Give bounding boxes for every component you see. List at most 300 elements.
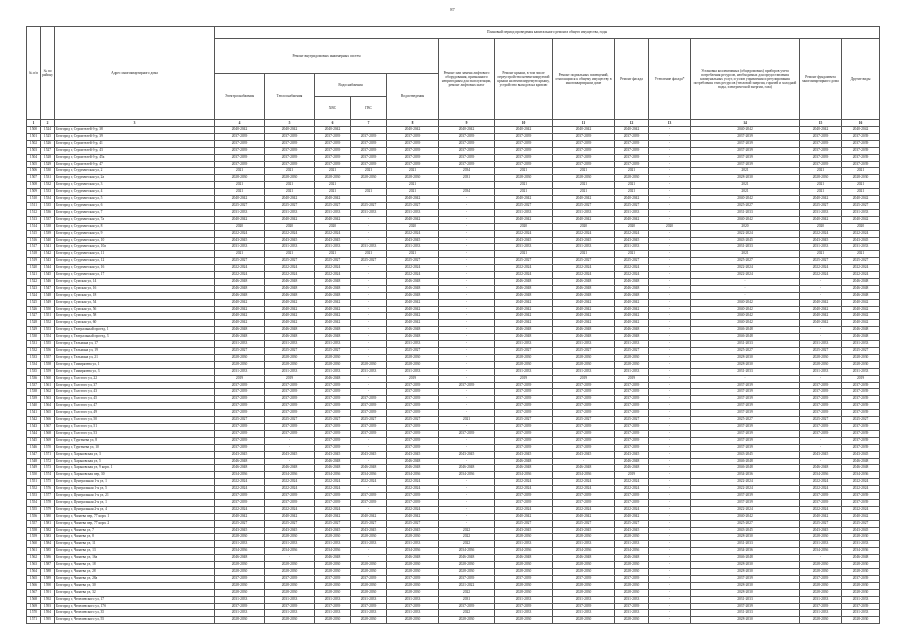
table-cell: 2025-2027	[842, 202, 880, 209]
table-cell: 2043-2045	[553, 527, 615, 534]
table-cell: 2046-2048	[495, 327, 553, 334]
table-cell: 2031-2033	[800, 209, 842, 216]
table-cell: 1506	[27, 168, 41, 175]
table-cell: 2037-2039	[615, 603, 649, 610]
table-cell: 2037-2039	[387, 410, 439, 417]
table-cell: 1527	[41, 147, 55, 154]
table-cell: 2037-2039	[691, 147, 800, 154]
table-cell: 2021	[842, 251, 880, 258]
table-cell: -	[439, 244, 495, 251]
table-cell: -	[351, 278, 387, 285]
table-cell: 1524	[27, 292, 41, 299]
table-row	[27, 278, 880, 285]
header-foundation-repair: Ремонт фундамента многоквартирного дома	[800, 39, 842, 120]
table-cell: 2037-2039	[265, 161, 315, 168]
table-cell: 2021	[553, 251, 615, 258]
table-cell: 1544	[41, 265, 55, 272]
table-cell: 1554	[41, 334, 55, 341]
table-cell: 2037-2039	[553, 493, 615, 500]
table-cell: 2040-2042	[495, 306, 553, 313]
table-cell: 2028-2030	[265, 175, 315, 182]
table-cell: -	[649, 493, 691, 500]
table-cell: 2043-2045	[265, 237, 315, 244]
table-cell: 2022-2024	[495, 265, 553, 272]
table-cell: -	[649, 548, 691, 555]
table-cell: 2037-2039	[800, 410, 842, 417]
table-cell: 2031-2033	[495, 341, 553, 348]
header-basement: Ремонт подвальных помещений, относящихся к общему имуществу в многоквартирном доме	[553, 39, 615, 120]
table-cell: 2043-2045	[691, 451, 800, 458]
address-cell: Белгород г, Театральный проезд, 1	[55, 327, 215, 334]
table-cell: -	[351, 230, 387, 237]
table-cell: 2037-2039	[495, 603, 553, 610]
table-cell: 2020	[800, 223, 842, 230]
table-row	[27, 382, 880, 389]
column-number: 1	[27, 120, 41, 127]
table-cell: -	[351, 382, 387, 389]
table-cell: 1535	[41, 202, 55, 209]
table-cell: 2028-2030	[553, 582, 615, 589]
table-cell: 2022-2024	[691, 272, 800, 279]
table-cell: 2021	[387, 182, 439, 189]
table-cell: 2037-2039	[315, 154, 351, 161]
table-cell: 2034-2036	[315, 548, 351, 555]
table-cell: 2031-2033	[800, 596, 842, 603]
column-number: 5	[265, 120, 315, 127]
address-cell: Белгород г, Чапаева ул, 28	[55, 569, 215, 576]
table-cell: -	[649, 196, 691, 203]
table-cell: 2037-2039	[615, 147, 649, 154]
table-cell: 2031-2033	[495, 244, 553, 251]
table-cell: 2040-2042	[265, 196, 315, 203]
table-cell: 2025-2027	[495, 520, 553, 527]
table-cell: 2022-2024	[842, 479, 880, 486]
table-cell: 2037-2039	[351, 410, 387, 417]
table-cell: 2040-2042	[315, 513, 351, 520]
table-cell: 2021	[215, 189, 265, 196]
table-cell: 2043-2045	[265, 451, 315, 458]
table-cell: 1561	[27, 548, 41, 555]
table-cell: 2028-2030	[315, 361, 351, 368]
table-cell: 2021	[553, 182, 615, 189]
table-cell: 2037-2039	[615, 389, 649, 396]
table-cell: 2028-2030	[387, 175, 439, 182]
table-cell: -	[649, 610, 691, 617]
address-cell: Белгород г, Студенческая ул, 5	[55, 196, 215, 203]
table-cell: 2043-2045	[842, 527, 880, 534]
table-cell: 2028-2030	[691, 582, 800, 589]
table-cell: 2040-2042	[842, 313, 880, 320]
table-cell: 2028-2030	[842, 589, 880, 596]
table-cell: 2046-2048	[265, 327, 315, 334]
table-cell: 1532	[41, 182, 55, 189]
table-cell: -	[351, 292, 387, 299]
table-cell: -	[800, 278, 842, 285]
table-cell: 2022-2024	[315, 506, 351, 513]
table-cell: 2022-2024	[800, 272, 842, 279]
table-cell: 1562	[27, 555, 41, 562]
table-cell: -	[439, 396, 495, 403]
table-cell: -	[351, 354, 387, 361]
table-cell: 2040-2042	[800, 513, 842, 520]
table-cell: 2037-2039	[691, 154, 800, 161]
table-cell: 2037-2039	[615, 140, 649, 147]
table-cell: -	[649, 292, 691, 299]
table-cell: 2028-2030	[842, 175, 880, 182]
table-cell: 2040-2042	[215, 513, 265, 520]
table-cell: 1564	[41, 403, 55, 410]
table-cell: 2028-2030	[351, 562, 387, 569]
table-cell: 2043-2045	[800, 237, 842, 244]
header-water-label: Водоснабжения	[315, 74, 386, 97]
table-cell: 1513	[27, 216, 41, 223]
table-cell: 2031-2033	[691, 209, 800, 216]
table-cell: 2040-2042	[315, 320, 351, 327]
table-cell: -	[649, 230, 691, 237]
table-cell: 2046-2048	[265, 465, 315, 472]
table-cell: 2037-2039	[315, 147, 351, 154]
table-cell: 2043-2045	[215, 451, 265, 458]
table-cell: -	[439, 202, 495, 209]
table-cell: 2021	[553, 168, 615, 175]
table-cell: -	[649, 147, 691, 154]
table-cell: -	[649, 285, 691, 292]
table-cell: 2037-2039	[315, 140, 351, 147]
table-cell: 2031-2033	[315, 341, 351, 348]
table-cell: 2028-2030	[215, 175, 265, 182]
table-cell: -	[649, 154, 691, 161]
address-cell: Белгород г, Харьковская ул, 9 корп. 1	[55, 465, 215, 472]
table-row	[27, 617, 880, 624]
table-cell: 1523	[27, 285, 41, 292]
address-cell: Белгород г, Студенческая ул, 6	[55, 202, 215, 209]
table-cell: 2037-2039	[842, 430, 880, 437]
table-cell: 2037-2039	[265, 133, 315, 140]
table-cell: 2037-2039	[351, 154, 387, 161]
address-cell: Белгород г, Толстого ул, 43	[55, 389, 215, 396]
table-cell: 1552	[41, 320, 55, 327]
table-cell: 2037-2039	[800, 147, 842, 154]
table-cell: -	[649, 140, 691, 147]
table-cell: 2043-2045	[315, 451, 351, 458]
table-cell: 2046-2048	[215, 465, 265, 472]
table-cell: 2037-2039	[800, 423, 842, 430]
table-cell: 2022-2024	[800, 479, 842, 486]
table-cell: 2037-2039	[553, 161, 615, 168]
table-cell: 2025-2027	[315, 520, 351, 527]
table-cell: 2037-2039	[495, 444, 553, 451]
table-cell: -	[439, 354, 495, 361]
table-cell: -	[649, 202, 691, 209]
table-cell: 2022-2024	[615, 479, 649, 486]
table-cell: -	[439, 327, 495, 334]
table-cell: 2031-2033	[553, 244, 615, 251]
table-cell: 2046-2048	[439, 465, 495, 472]
table-cell: -	[649, 486, 691, 493]
address-cell: Белгород г, Студенческая ул, 2а	[55, 175, 215, 182]
table-cell: 2040-2042	[265, 513, 315, 520]
table-cell: 2046-2048	[842, 285, 880, 292]
table-cell: 2040-2042	[265, 299, 315, 306]
table-cell: 2046-2048	[387, 458, 439, 465]
table-row	[27, 147, 880, 154]
table-row	[27, 313, 880, 320]
table-cell: -	[800, 292, 842, 299]
table-cell: 2040-2042	[615, 196, 649, 203]
table-cell: -	[649, 472, 691, 479]
table-cell: 2037-2039	[842, 161, 880, 168]
table-cell: -	[649, 499, 691, 506]
table-cell: 2025-2027	[387, 348, 439, 355]
table-cell: -	[439, 341, 495, 348]
table-cell: 2022-2024	[387, 486, 439, 493]
column-number: 9	[439, 120, 495, 127]
table-cell: 2022-2024	[691, 230, 800, 237]
table-cell: 2037-2039	[553, 396, 615, 403]
table-cell: 1560	[41, 375, 55, 382]
table-cell: 2037-2039	[615, 403, 649, 410]
table-row	[27, 548, 880, 555]
table-cell: 2034-2036	[495, 472, 553, 479]
table-cell: 2028-2030	[842, 534, 880, 541]
table-cell: 2028-2030	[387, 569, 439, 576]
table-cell: 2040-2042	[265, 313, 315, 320]
table-cell: 2037-2039	[691, 161, 800, 168]
table-cell: -	[649, 403, 691, 410]
table-cell: 2046-2048	[553, 278, 615, 285]
table-cell: 1528	[41, 154, 55, 161]
table-cell: 1549	[27, 465, 41, 472]
table-row	[27, 555, 880, 562]
table-cell: 2021	[215, 251, 265, 258]
table-cell: 2040-2042	[842, 196, 880, 203]
table-cell: 2040-2042	[553, 127, 615, 134]
table-cell: 2040-2042	[495, 320, 553, 327]
table-cell: 2028-2030	[842, 569, 880, 576]
table-cell: -	[439, 499, 495, 506]
table-cell: 2037-2039	[315, 575, 351, 582]
table-cell: 2031-2033	[215, 596, 265, 603]
address-cell: Белгород г, Сумская ул, 56	[55, 306, 215, 313]
table-cell: 1551	[27, 479, 41, 486]
address-cell: Белгород г, Чапаева ул, 8	[55, 534, 215, 541]
table-cell: 2046-2048	[691, 327, 800, 334]
table-cell: 1519	[27, 258, 41, 265]
table-cell: -	[439, 223, 495, 230]
table-cell: -	[439, 444, 495, 451]
table-cell: 2037-2039	[351, 140, 387, 147]
table-cell: 2037-2039	[265, 430, 315, 437]
table-cell: 2028-2030	[691, 617, 800, 624]
table-cell: 2034-2036	[842, 472, 880, 479]
table-cell: 1546	[41, 278, 55, 285]
table-cell: -	[351, 334, 387, 341]
table-cell: 2021	[842, 168, 880, 175]
table-cell	[351, 196, 387, 203]
table-row	[27, 437, 880, 444]
table-cell: 2037-2039	[439, 575, 495, 582]
table-cell: -	[649, 299, 691, 306]
table-cell: 2037-2039	[553, 147, 615, 154]
table-cell: 1531	[27, 341, 41, 348]
table-cell: 2037-2039	[495, 154, 553, 161]
table-cell: 2031-2033	[315, 244, 351, 251]
table-cell: 2034-2036	[265, 472, 315, 479]
table-row	[27, 417, 880, 424]
table-cell: 1553	[41, 327, 55, 334]
address-cell: Белгород г, Строителей б-р, 38	[55, 127, 215, 134]
address-cell: Белгород г, Тельмана ул, 17	[55, 341, 215, 348]
table-cell: 2022	[439, 534, 495, 541]
table-cell: 2046-2048	[495, 278, 553, 285]
table-cell: 1556	[41, 348, 55, 355]
table-cell: 2037-2039	[691, 396, 800, 403]
table-cell: 2037-2039	[215, 389, 265, 396]
table-cell: 1580	[41, 513, 55, 520]
table-cell: 2034-2036	[800, 548, 842, 555]
table-cell: -	[649, 251, 691, 258]
table-cell: -	[351, 223, 387, 230]
table-cell: 1529	[27, 327, 41, 334]
table-cell: 2031-2033	[215, 541, 265, 548]
header-other: Другие виды	[842, 39, 880, 120]
table-cell: 1541	[41, 244, 55, 251]
table-cell: 2037-2039	[351, 133, 387, 140]
table-cell: 2040-2042	[495, 513, 553, 520]
table-cell: -	[649, 258, 691, 265]
table-cell: 2046-2048	[265, 285, 315, 292]
table-cell: -	[553, 458, 615, 465]
table-cell: 1583	[41, 534, 55, 541]
table-cell: 2037-2039	[615, 382, 649, 389]
table-cell: 2028-2030	[800, 582, 842, 589]
table-cell: -	[439, 230, 495, 237]
table-cell: -	[649, 389, 691, 396]
table-cell: 2037-2039	[800, 575, 842, 582]
table-cell: 2037-2039	[495, 499, 553, 506]
table-cell: 2037-2039	[495, 493, 553, 500]
table-cell: 2022-2024	[315, 230, 351, 237]
table-cell: 2028-2030	[553, 562, 615, 569]
table-cell: -	[800, 555, 842, 562]
table-cell: 2025-2027	[691, 417, 800, 424]
table-cell: 2037-2039	[615, 430, 649, 437]
table-cell: 2031-2033	[351, 596, 387, 603]
table-cell: -	[649, 334, 691, 341]
table-cell: -	[649, 182, 691, 189]
table-cell: 2040-2042	[215, 320, 265, 327]
address-cell: Белгород г, Студенческая ул, 7а	[55, 216, 215, 223]
table-cell: 1526	[41, 140, 55, 147]
table-cell: 2037-2039	[315, 382, 351, 389]
table-cell: 2037-2039	[315, 430, 351, 437]
table-cell: 2031-2033	[315, 596, 351, 603]
table-cell: 2037-2039	[265, 423, 315, 430]
table-cell: 2034-2036	[553, 548, 615, 555]
table-cell: 2019	[615, 472, 649, 479]
table-cell: 2025-2027	[215, 417, 265, 424]
table-cell: 2020	[215, 223, 265, 230]
table-cell: 2031-2033	[215, 244, 265, 251]
table-cell: -	[351, 265, 387, 272]
column-number: 4	[215, 120, 265, 127]
table-cell: -	[649, 555, 691, 562]
table-cell: -	[439, 348, 495, 355]
table-cell: 1546	[27, 444, 41, 451]
table-cell	[439, 182, 495, 189]
table-cell: 2040-2042	[495, 313, 553, 320]
table-cell: -	[351, 548, 387, 555]
table-cell: 2028-2030	[215, 617, 265, 624]
table-cell: 2019	[265, 375, 315, 382]
table-cell: -	[649, 589, 691, 596]
table-row	[27, 396, 880, 403]
table-cell: 2037-2039	[265, 603, 315, 610]
table-cell: 2031-2033	[215, 368, 265, 375]
table-cell: 2040-2042	[553, 320, 615, 327]
table-cell: 2046-2048	[315, 555, 351, 562]
table-cell: -	[649, 161, 691, 168]
table-cell: 2028-2030	[265, 562, 315, 569]
table-cell: 2040-2042	[387, 306, 439, 313]
table-cell: 2022-2024	[615, 265, 649, 272]
table-cell: 2046-2048	[842, 292, 880, 299]
table-cell: 1538	[41, 223, 55, 230]
table-cell: 2025-2027	[615, 258, 649, 265]
table-cell: 2037-2039	[315, 493, 351, 500]
table-cell: 2031-2033	[842, 596, 880, 603]
table-cell: 2040-2042	[387, 299, 439, 306]
table-cell: 2037-2039	[387, 403, 439, 410]
table-cell: 2040-2042	[439, 127, 495, 134]
table-cell: 2028-2030	[387, 617, 439, 624]
table-cell: 1543	[41, 258, 55, 265]
table-cell: 2046-2048	[315, 375, 351, 382]
table-cell: -	[351, 348, 387, 355]
table-cell: 2040-2042	[615, 313, 649, 320]
table-cell: 2040-2042	[553, 196, 615, 203]
table-cell: 2025-2027	[615, 417, 649, 424]
table-cell: 2040-2042	[215, 127, 265, 134]
address-cell: Белгород г, Студенческая ул, 11	[55, 251, 215, 258]
table-cell: 2037-2039	[615, 423, 649, 430]
table-cell: 1540	[27, 403, 41, 410]
table-cell: 1511	[27, 202, 41, 209]
table-cell: 2025-2027	[615, 520, 649, 527]
table-cell: -	[649, 423, 691, 430]
table-cell: -	[649, 513, 691, 520]
address-cell: Белгород г, Строителей б-р, 47	[55, 161, 215, 168]
table-row	[27, 403, 880, 410]
address-cell: Белгород г, Толстого ул, 53	[55, 430, 215, 437]
table-cell: 2043-2045	[615, 527, 649, 534]
table-row	[27, 272, 880, 279]
address-cell: Белгород г, Тимирязева ул, 3	[55, 368, 215, 375]
table-cell: 2028-2030	[215, 569, 265, 576]
table-cell: 2037-2039	[265, 499, 315, 506]
table-cell: 2046-2048	[495, 555, 553, 562]
table-cell: 2025-2027	[315, 202, 351, 209]
table-cell: 2037-2039	[495, 403, 553, 410]
table-cell: 2025-2027	[387, 258, 439, 265]
table-cell: 2028-2030	[800, 562, 842, 569]
table-cell: 2037-2039	[691, 603, 800, 610]
table-cell: 2028-2030	[215, 354, 265, 361]
table-row	[27, 513, 880, 520]
table-cell: 2022-2024	[553, 265, 615, 272]
table-cell: 2031-2033	[553, 541, 615, 548]
table-cell: 2025-2027	[691, 520, 800, 527]
